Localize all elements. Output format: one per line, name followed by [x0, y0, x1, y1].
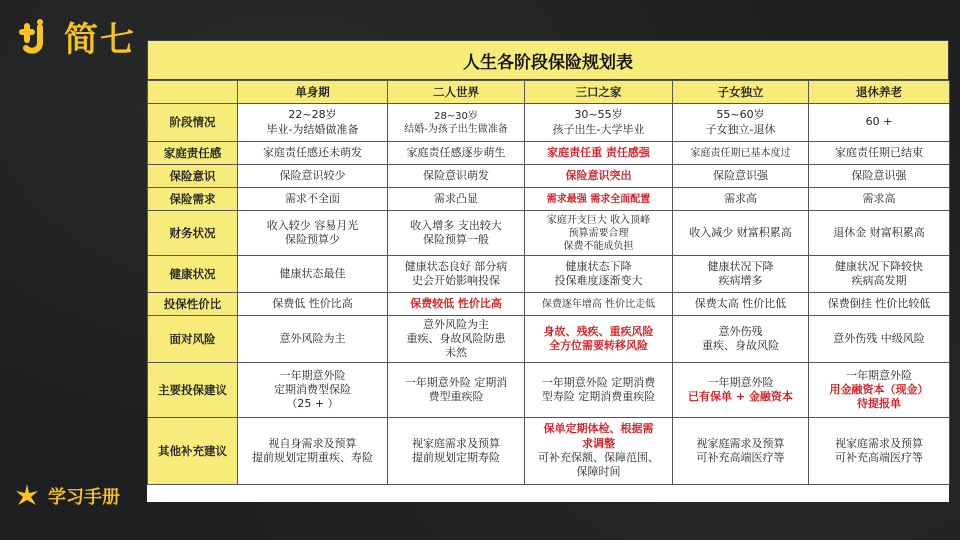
- row-header: 健康状况: [148, 256, 238, 293]
- table-cell: 身故、残疾、重疾风险 全方位需要转移风险: [525, 316, 673, 363]
- table-cell: 意外风险为主: [238, 316, 388, 363]
- table-cell: 收入增多 支出较大 保险预算一般: [388, 211, 525, 256]
- table-cell: 家庭责任期已基本度过: [673, 142, 809, 165]
- table-row: [148, 165, 950, 188]
- logo: [18, 12, 136, 61]
- table-row: [148, 418, 950, 485]
- row-header: 财务状况: [148, 211, 238, 256]
- row-header: 投保性价比: [148, 293, 238, 316]
- table-cell: 意外伤残 中级风险: [809, 316, 950, 363]
- table-cell: 视自身需求及预算 提前规划定期重疾、寿险: [238, 418, 388, 485]
- table-row: [148, 293, 950, 316]
- logo-text: 简七: [64, 20, 136, 60]
- table-cell: 60 +: [809, 104, 950, 142]
- cell-line: 待提报单: [857, 397, 901, 411]
- table-row: [148, 256, 950, 293]
- row-header: 保险需求: [148, 188, 238, 211]
- plan-grid: [147, 80, 950, 485]
- table-cell: 健康状态良好 部分病 史会开始影响投保: [388, 256, 525, 293]
- table-cell: 保险意识萌发: [388, 165, 525, 188]
- table-cell: 一年期意外险 定期消费 型寿险 定期消费重疾险: [525, 363, 673, 418]
- row-header: 主要投保建议: [148, 363, 238, 418]
- table-cell: 28~30岁 结婚-为孩子出生做准备: [388, 104, 525, 142]
- table-cell: 收入较少 容易月光 保险预算少: [238, 211, 388, 256]
- cell-line: 一年期意外险: [707, 375, 774, 389]
- table-cell: 健康状态最佳: [238, 256, 388, 293]
- table-row: [148, 211, 950, 256]
- table-cell: [809, 363, 950, 418]
- tj-logo-icon: [18, 17, 58, 57]
- header-row: [148, 81, 950, 104]
- table-cell: 22~28岁 毕业-为结婚做准备: [238, 104, 388, 142]
- table-cell: 健康状况下降 疾病增多: [673, 256, 809, 293]
- table-cell: 需求不全面: [238, 188, 388, 211]
- table-row: [148, 188, 950, 211]
- column-header: 三口之家: [525, 81, 673, 104]
- table-cell: 家庭开支巨大 收入顶峰 预算需要合理 保费不能成负担: [525, 211, 673, 256]
- table-cell: 55~60岁 子女独立-退休: [673, 104, 809, 142]
- table-cell: 家庭责任重 责任感强: [525, 142, 673, 165]
- table-cell: 视家庭需求及预算 可补充高端医疗等: [809, 418, 950, 485]
- table-cell: 需求最强 需求全面配置: [525, 188, 673, 211]
- table-cell: 保费低 性价比高: [238, 293, 388, 316]
- cell-line: 用金融资本（现金）: [829, 382, 929, 396]
- cell-line: 保单定期体检、根据需: [543, 422, 654, 436]
- cell-line: 可补充保额、保障范围、: [538, 451, 659, 464]
- column-header: 单身期: [238, 81, 388, 104]
- column-header: 子女独立: [673, 81, 809, 104]
- row-header: 阶段情况: [148, 104, 238, 142]
- row-header: 其他补充建议: [148, 418, 238, 485]
- cell-line: 已有保单 + 金融资本: [688, 390, 793, 403]
- row-header: 面对风险: [148, 316, 238, 363]
- table-cell: 意外风险为主 重疾、身故风险防患 未然: [388, 316, 525, 363]
- table-cell: 保险意识突出: [525, 165, 673, 188]
- table-row: [148, 142, 950, 165]
- handbook-text: 学习手册: [48, 487, 120, 508]
- table-cell: 家庭责任期已结束: [809, 142, 950, 165]
- table-cell: [673, 363, 809, 418]
- table-cell: 需求高: [673, 188, 809, 211]
- table-cell: 一年期意外险 定期消 费型重疾险: [388, 363, 525, 418]
- column-header: 二人世界: [388, 81, 525, 104]
- table-cell: 需求高: [809, 188, 950, 211]
- table-cell: 家庭责任感还未萌发: [238, 142, 388, 165]
- table-title: 人生各阶段保险规划表: [147, 40, 949, 80]
- table-cell: 意外伤残 重疾、身故风险: [673, 316, 809, 363]
- corner-cell: [148, 81, 238, 104]
- table-cell: 保费逐年增高 性价比走低: [525, 293, 673, 316]
- table-cell: 一年期意外险 定期消费型保险 （25 + ）: [238, 363, 388, 418]
- table-cell: 保险意识较少: [238, 165, 388, 188]
- table-cell: 保险意识强: [809, 165, 950, 188]
- table-cell: [525, 418, 673, 485]
- table-cell: 保费倒挂 性价比较低: [809, 293, 950, 316]
- table-cell: 健康状态下降 投保难度逐渐变大: [525, 256, 673, 293]
- row-header: 家庭责任感: [148, 142, 238, 165]
- table-cell: 视家庭需求及预算 可补充高端医疗等: [673, 418, 809, 485]
- cell-line: 一年期意外险: [846, 368, 912, 382]
- table-cell: 退休金 财富积累高: [809, 211, 950, 256]
- table-cell: 家庭责任感逐步萌生: [388, 142, 525, 165]
- cell-line: 求调整: [582, 436, 615, 450]
- table-cell: 需求凸显: [388, 188, 525, 211]
- table-cell: 健康状况下降较快 疾病高发期: [809, 256, 950, 293]
- insurance-plan-table: [147, 40, 949, 502]
- table-cell: 保费较低 性价比高: [388, 293, 525, 316]
- cell-line: 保障时间: [576, 465, 621, 479]
- table-cell: 保险意识强: [673, 165, 809, 188]
- table-row: [148, 316, 950, 363]
- star-icon: [14, 483, 40, 509]
- table-cell: 收入减少 财富积累高: [673, 211, 809, 256]
- table-cell: 保费太高 性价比低: [673, 293, 809, 316]
- table-row: [148, 104, 950, 142]
- handbook-label: [14, 483, 120, 509]
- table-row: [148, 363, 950, 418]
- row-header: 保险意识: [148, 165, 238, 188]
- table-cell: 30~55岁 孩子出生-大学毕业: [525, 104, 673, 142]
- table-cell: 视家庭需求及预算 提前规划定期寿险: [388, 418, 525, 485]
- column-header: 退休养老: [809, 81, 950, 104]
